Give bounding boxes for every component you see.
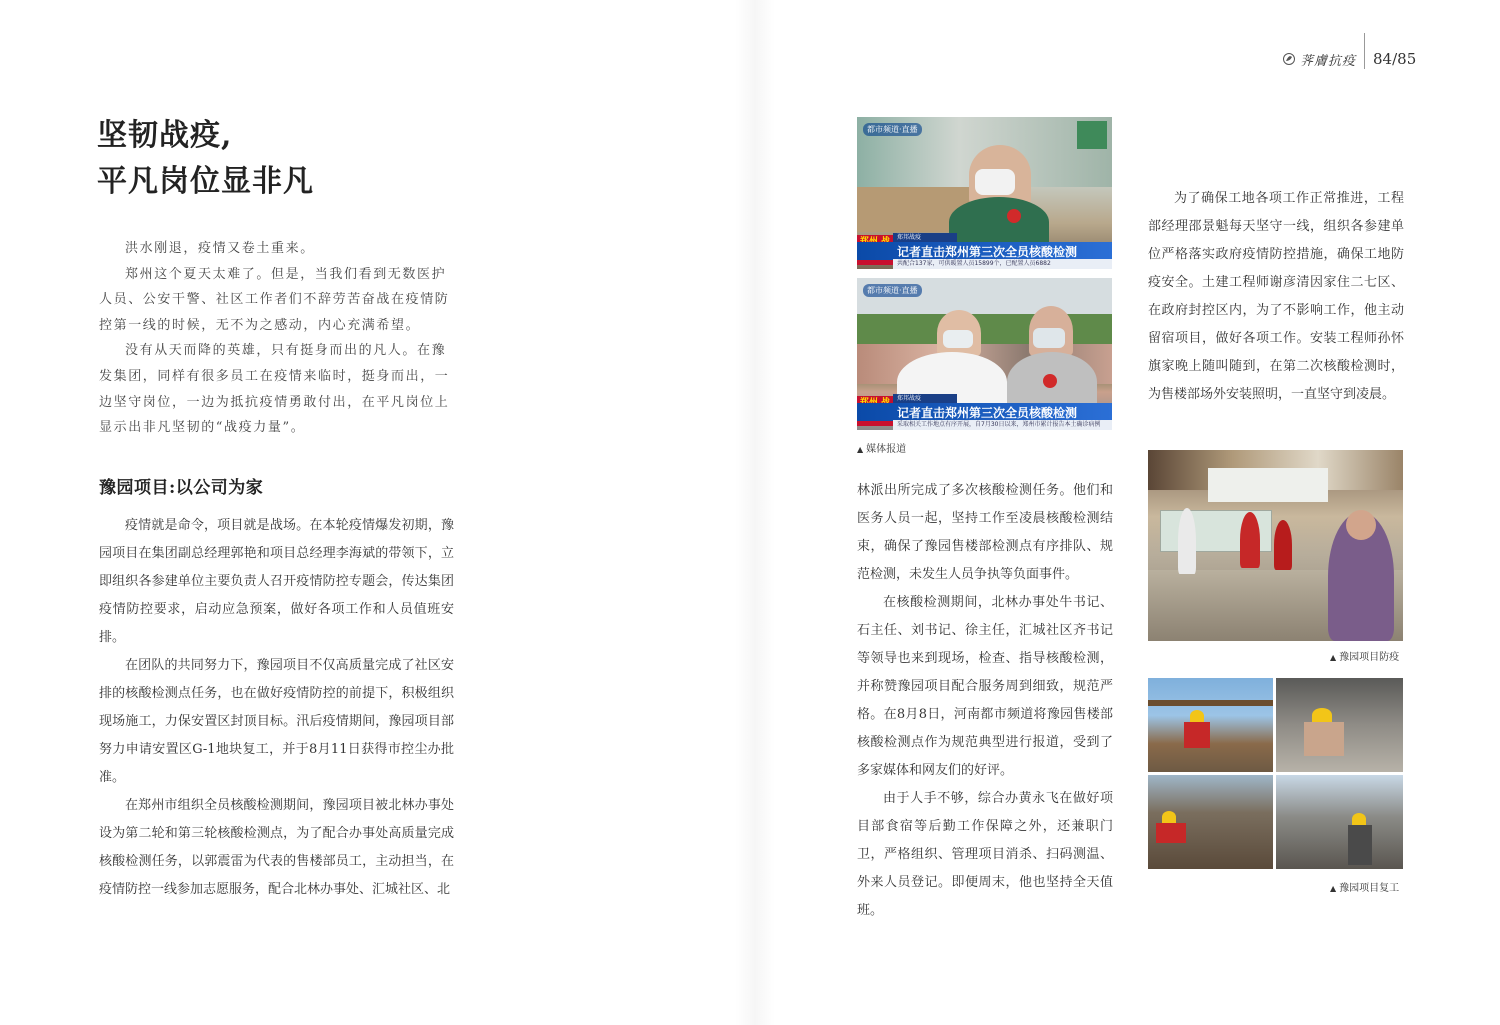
worker-figure [1274, 520, 1292, 570]
caption-defense: ▲ 豫园项目防疫 [1330, 652, 1400, 663]
intro-paragraph: 没有从天而降的英雄，只有挺身而出的凡人。在豫发集团，同样有很多员工在疫情来临时，挺身而出，一边坚守岗位，一边为抵抗疫情勇敢付出，在平凡岗位上显示出非凡坚韧的“战疫力量”。 [99, 343, 450, 436]
news-subline: 采取相关工作地点有序开展，自7月30日以来，郑州市累计报告本土确诊病例 [893, 420, 1112, 430]
section-heading: 豫园项目:以公司为家 [99, 478, 264, 498]
article-title [97, 113, 314, 205]
leaf-logo-icon [1282, 52, 1296, 66]
intro-paragraph: 洪水刚退，疫情又卷土重来。 [125, 241, 315, 256]
running-header [1282, 46, 1416, 72]
caption-media: ▲ 媒体报道 [857, 444, 907, 455]
site-photo [1276, 775, 1403, 869]
news-headline: 记者直击郑州第三次全员核酸检测 [857, 403, 1112, 421]
resume-collage [1148, 678, 1403, 869]
title-line-2: 平凡岗位显非凡 [97, 164, 314, 199]
body-column-2 [857, 477, 1113, 925]
caption-resume: ▲ 豫园项目复工 [1330, 883, 1400, 894]
worker-figure [1178, 508, 1196, 574]
site-photo [1276, 678, 1403, 772]
body-paragraph: 在团队的共同努力下，豫园项目不仅高质量完成了社区安排的核酸检测点任务，也在做好疫情防控的前提下，积极组织现场施工，力保安置区封顶目标。汛后疫情期间，豫园项目部努力申请安置区G-1地块复工，并于8月11日获得市控尘办批准。 [99, 658, 454, 785]
section-name: 荠膚抗疫 [1300, 53, 1357, 69]
reporter-figure [949, 197, 1049, 247]
body-paragraph: 在核酸检测期间，北林办事处牛书记、石主任、刘书记、徐主任，汇城社区齐书记等领导也来到现场，检查、指导核酸检测，并称赞豫园项目配合服务周到细致，规范严格。在8月8日，河南都市频道将豫园售楼部核酸检测点作为规范典型进行报道，受到了多家媒体和网友们的好评。 [857, 595, 1113, 778]
header-divider [1364, 33, 1365, 69]
intro-text [99, 236, 451, 441]
site-photo [1148, 678, 1273, 772]
channel-logo: 都市频道·直播 [863, 123, 922, 136]
intro-paragraph: 郑州这个夏天太难了。但是，当我们看到无数医护人员、公安干警、社区工作者们不辞劳苦奋战在疫情防控第一线的时候，无不为之感动，内心充满希望。 [99, 266, 450, 333]
body-paragraph: 疫情就是命令，项目就是战场。在本轮疫情爆发初期，豫园项目在集团副总经理郭艳和项目总经理李海斌的带领下，立即组织各参建单位主要负责人召开疫情防控专题会，传达集团疫情防控要求，启动应急预案，做好各项工作和人员值班安排。 [99, 518, 454, 645]
channel-logo: 都市频道·直播 [863, 284, 922, 297]
body-column-3 [1148, 185, 1404, 409]
news-screenshot-2 [857, 278, 1112, 430]
body-paragraph: 为了确保工地各项工作正常推进，工程部经理邵景魁每天坚守一线，组织各参建单位严格落实政府疫情防控措施，确保工地防疫安全。土建工程师谢彦清因家住二七区、在政府封控区内，为了不影响工作，他主动留宿项目，做好各项工作。安装工程师孙怀旗家晚上随叫随到，在第二次核酸检测时，为售楼部场外安装照明，一直坚守到凌晨。 [1148, 191, 1404, 402]
page-numbers: 84/85 [1373, 50, 1417, 68]
news-screenshot-1 [857, 117, 1112, 269]
body-paragraph: 林派出所完成了多次核酸检测任务。他们和医务人员一起，坚持工作至凌晨核酸检测结束，确保了豫园售楼部检测点有序排队、规范检测，未发生人员争执等负面事件。 [857, 483, 1113, 582]
site-photo [1148, 775, 1273, 869]
news-topline: 郑邦战疫 [893, 233, 957, 242]
news-subline: 共配合137家，可供暖置人员15899个，已配置人员6882 [893, 259, 1112, 269]
body-paragraph: 由于人手不够，综合办黄永飞在做好项目部食宿等后勤工作保障之外，还兼职门卫，严格组织、管理项目消杀、扫码测温、外来人员登记。即便周末，他也坚持全天值班。 [857, 791, 1113, 918]
defense-photo [1148, 450, 1403, 641]
body-paragraph: 在郑州市组织全员核酸检测期间，豫园项目被北林办事处设为第二轮和第三轮核酸检测点，为了配合办事处高质量完成核酸检测任务，以郭震雷为代表的售楼部员工，主动担当，在疫情防控一线参加志愿服务，配合北林办事处、汇城社区、北 [99, 798, 454, 897]
title-line-1: 坚韧战疫, [97, 118, 233, 153]
triangle-icon: ▲ [1330, 653, 1337, 662]
triangle-icon: ▲ [1330, 884, 1337, 893]
body-column-1 [99, 512, 454, 904]
page-gutter [735, 0, 775, 1025]
worker-figure [1240, 512, 1260, 568]
triangle-icon: ▲ [857, 445, 864, 454]
news-topline: 郑邦战疫 [893, 394, 957, 403]
news-headline: 记者直击郑州第三次全员核酸检测 [857, 242, 1112, 260]
